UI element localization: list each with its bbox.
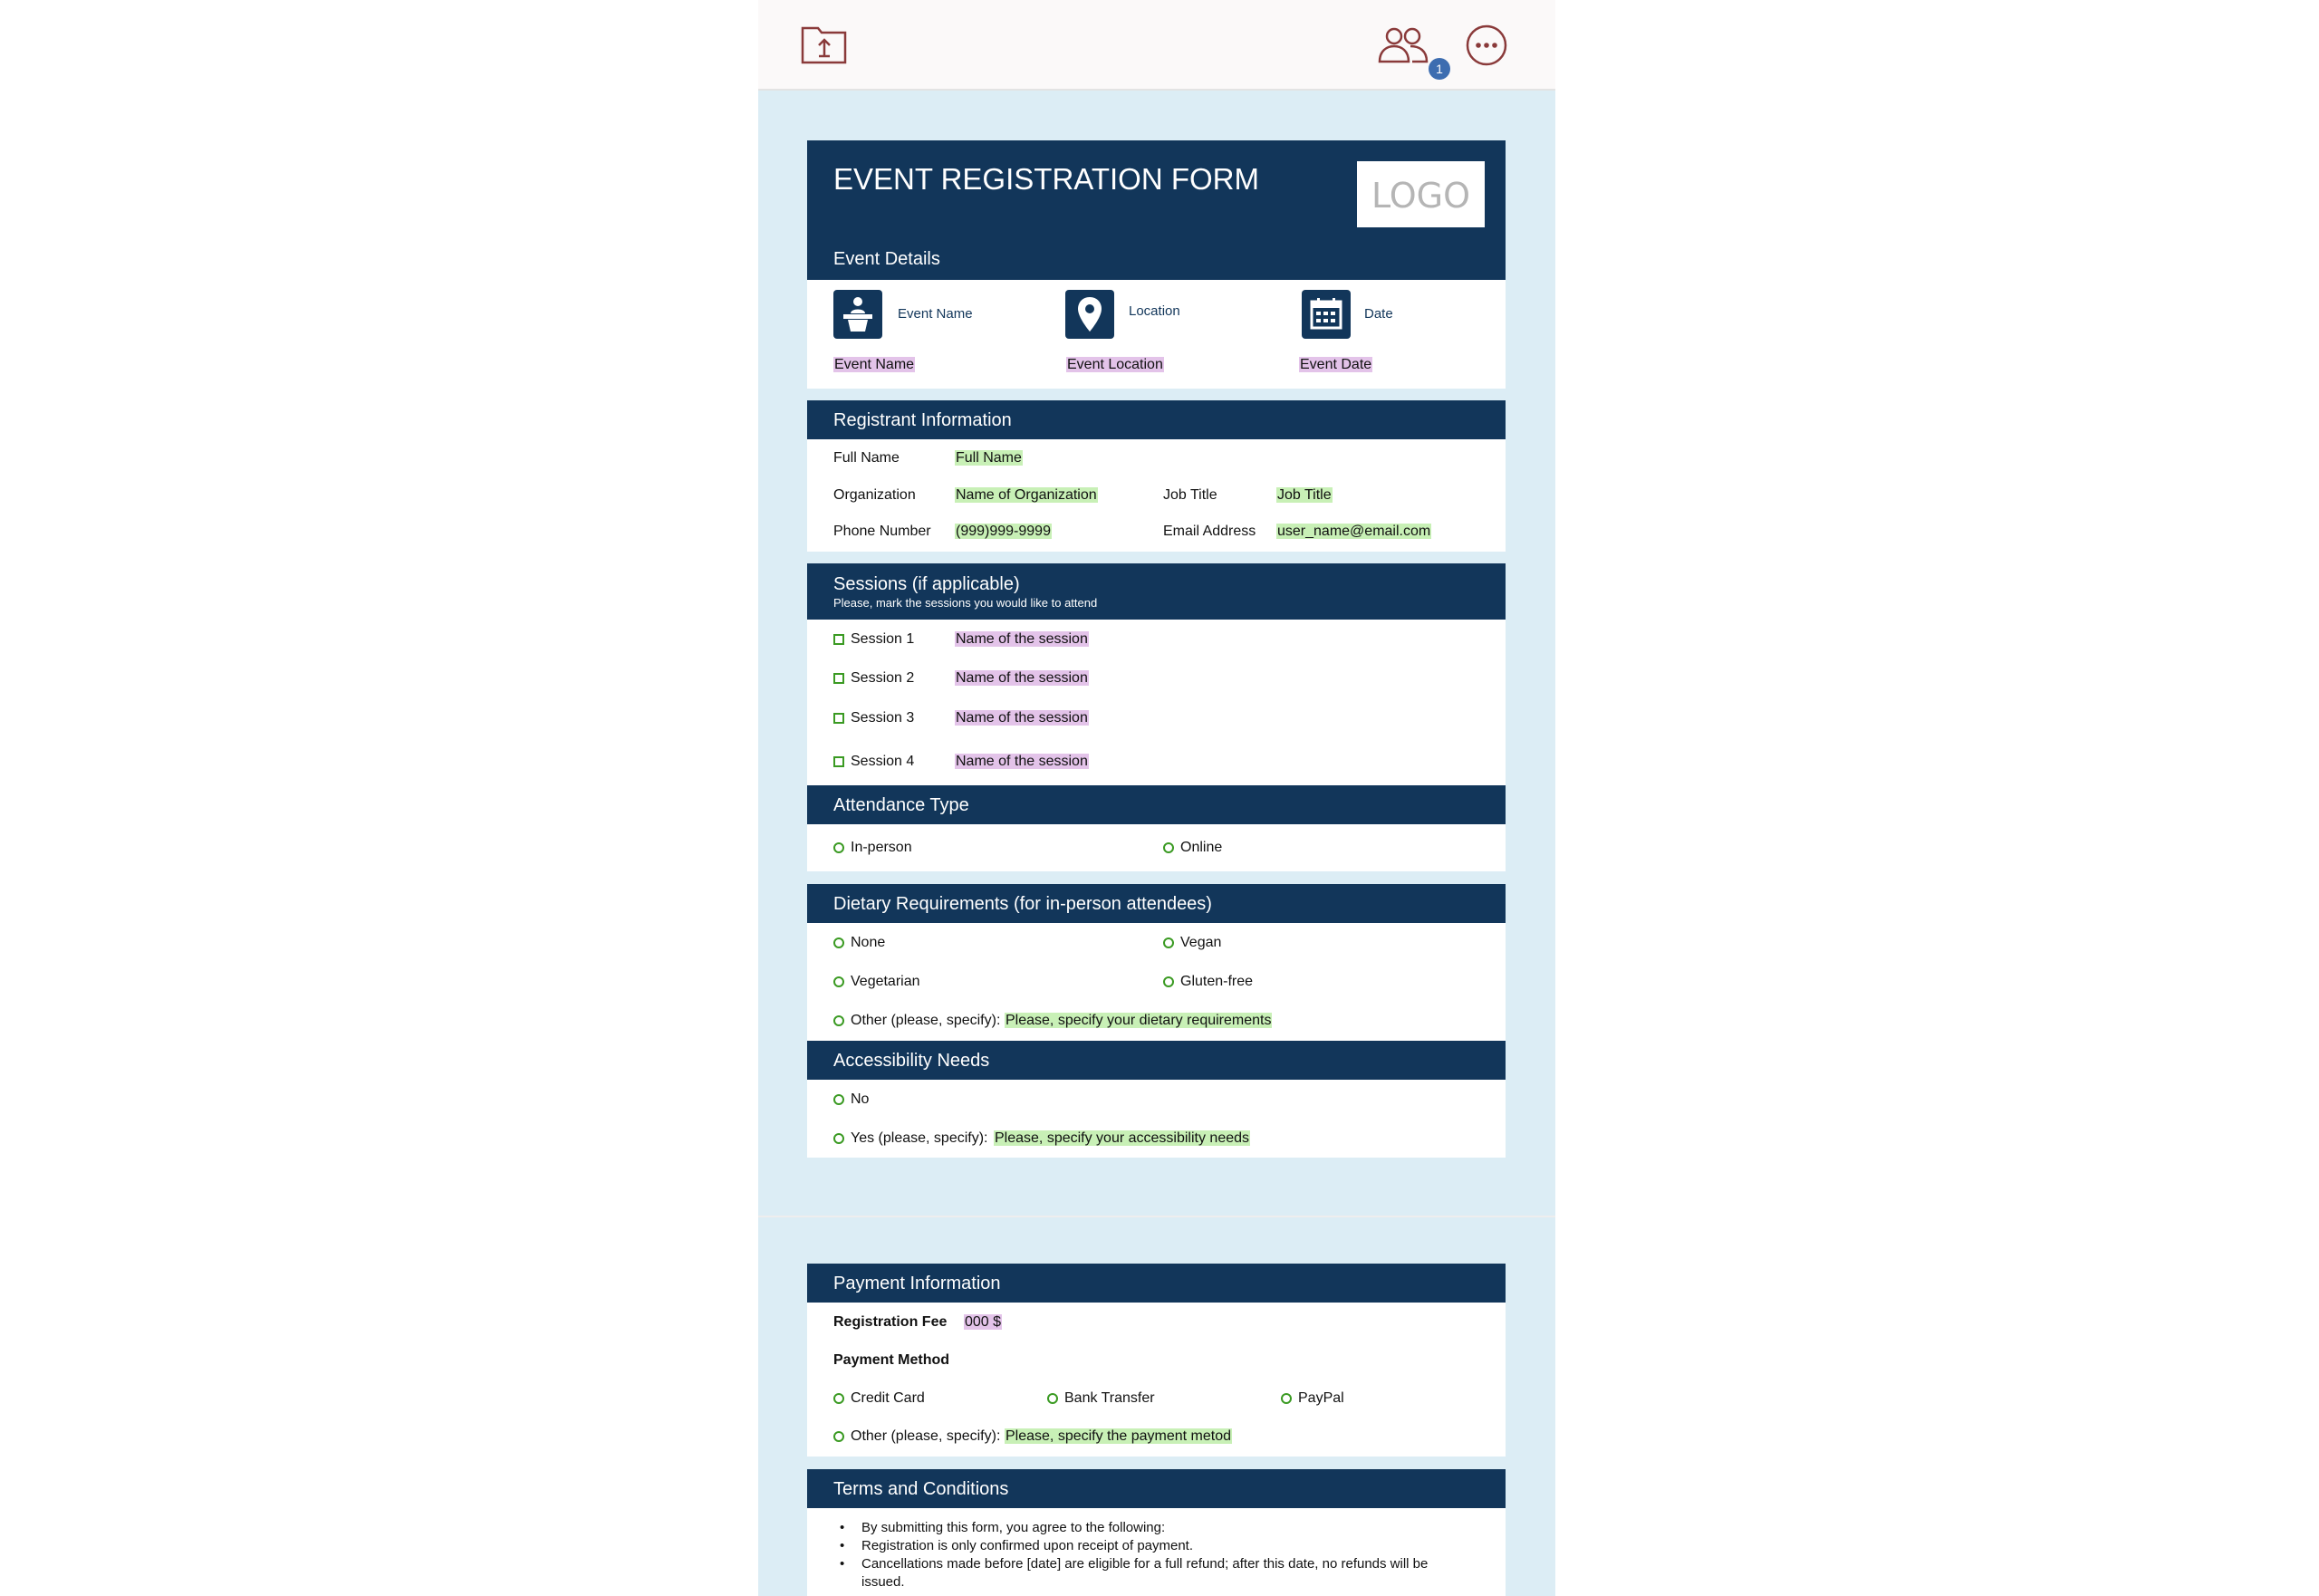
session-1-field[interactable]: Name of the session xyxy=(956,631,1088,647)
diet-other-label: Other (please, specify): xyxy=(851,1013,1001,1028)
organization-label: Organization xyxy=(833,487,916,503)
accessibility-header xyxy=(807,1041,1506,1080)
section-heading-accessibility: Accessibility Needs xyxy=(833,1051,990,1071)
podium-icon xyxy=(833,290,882,339)
bank-transfer-label: Bank Transfer xyxy=(1064,1390,1155,1406)
diet-vegetarian-label: Vegetarian xyxy=(851,974,920,989)
page-2 xyxy=(758,1217,1555,1596)
diet-vegan-radio[interactable] xyxy=(1163,937,1174,948)
section-heading-event-details: Event Details xyxy=(833,249,940,269)
session-2-checkbox[interactable] xyxy=(833,673,844,684)
document-viewer xyxy=(758,0,1555,1596)
in-person-radio[interactable] xyxy=(833,842,844,853)
diet-other-radio[interactable] xyxy=(833,1015,844,1026)
logo-placeholder xyxy=(1357,161,1485,227)
session-4-label: Session 4 xyxy=(851,754,915,769)
diet-other-field[interactable]: Please, specify your dietary requirements xyxy=(1006,1013,1272,1028)
registration-fee-label: Registration Fee xyxy=(833,1314,948,1330)
diet-vegetarian-radio[interactable] xyxy=(833,976,844,987)
people-icon[interactable] xyxy=(1376,25,1430,65)
payment-header xyxy=(807,1264,1506,1303)
terms-item-continued: issued. xyxy=(861,1574,905,1590)
terms-item: Registration is only confirmed upon receipt of payment. xyxy=(861,1538,1194,1553)
terms-header xyxy=(807,1469,1506,1508)
session-2-field[interactable]: Name of the session xyxy=(956,670,1088,686)
session-3-checkbox[interactable] xyxy=(833,713,844,724)
logo-text: LOGO xyxy=(1371,176,1471,216)
terms-item: Cancellations made before [date] are eligible for a full refund; after this date, no refunds will be xyxy=(861,1556,1429,1572)
location-label: Location xyxy=(1129,303,1180,319)
email-field[interactable]: user_name@email.com xyxy=(1277,524,1431,539)
event-name-label: Event Name xyxy=(898,306,973,322)
terms-item: By submitting this form, you agree to the following: xyxy=(861,1520,1166,1535)
paypal-radio[interactable] xyxy=(1281,1393,1292,1404)
diet-gluten-free-label: Gluten-free xyxy=(1180,974,1254,989)
date-label: Date xyxy=(1364,306,1393,322)
sessions-section xyxy=(807,620,1506,785)
email-label: Email Address xyxy=(1163,524,1256,539)
folder-upload-icon[interactable] xyxy=(800,24,849,65)
dietary-header xyxy=(807,884,1506,923)
in-person-label: In-person xyxy=(851,840,912,855)
phone-label: Phone Number xyxy=(833,524,931,539)
session-3-field[interactable]: Name of the session xyxy=(956,710,1088,726)
session-4-checkbox[interactable] xyxy=(833,756,844,767)
terms-section xyxy=(807,1508,1506,1596)
online-radio[interactable] xyxy=(1163,842,1174,853)
event-name-field[interactable]: Event Name xyxy=(834,357,915,372)
access-yes-label: Yes (please, specify): xyxy=(851,1130,988,1146)
access-yes-radio[interactable] xyxy=(833,1133,844,1144)
full-name-label: Full Name xyxy=(833,450,900,466)
session-2-label: Session 2 xyxy=(851,670,915,686)
section-heading-registrant: Registrant Information xyxy=(833,410,1012,430)
sessions-header xyxy=(807,563,1506,620)
job-title-label: Job Title xyxy=(1163,487,1217,503)
payment-other-field[interactable]: Please, specify the payment metod xyxy=(1006,1428,1232,1444)
diet-none-radio[interactable] xyxy=(833,937,844,948)
bank-transfer-radio[interactable] xyxy=(1047,1393,1058,1404)
full-name-field[interactable]: Full Name xyxy=(956,450,1022,466)
attendance-section xyxy=(807,824,1506,871)
terms-bullet: • xyxy=(840,1556,845,1572)
diet-vegan-label: Vegan xyxy=(1180,935,1222,950)
section-heading-attendance: Attendance Type xyxy=(833,795,969,815)
accessibility-section xyxy=(807,1080,1506,1158)
dietary-section xyxy=(807,923,1506,1041)
section-heading-terms: Terms and Conditions xyxy=(833,1479,1009,1499)
online-label: Online xyxy=(1180,840,1223,855)
more-icon[interactable] xyxy=(1465,24,1508,67)
form-title: EVENT REGISTRATION FORM xyxy=(833,162,1259,196)
payment-other-radio[interactable] xyxy=(833,1431,844,1442)
registrant-section xyxy=(807,439,1506,552)
section-heading-sessions: Sessions (if applicable) xyxy=(833,574,1020,594)
section-heading-dietary: Dietary Requirements (for in-person attendees) xyxy=(833,894,1212,914)
map-pin-icon xyxy=(1065,290,1114,339)
organization-field[interactable]: Name of Organization xyxy=(956,487,1097,503)
credit-card-radio[interactable] xyxy=(833,1393,844,1404)
session-4-field[interactable]: Name of the session xyxy=(956,754,1088,769)
access-no-label: No xyxy=(851,1091,870,1107)
event-details-section xyxy=(807,280,1506,389)
payment-method-label: Payment Method xyxy=(833,1352,950,1368)
session-1-checkbox[interactable] xyxy=(833,634,844,645)
notification-badge: 1 xyxy=(1429,58,1450,80)
paypal-label: PayPal xyxy=(1298,1390,1344,1406)
event-date-field[interactable]: Event Date xyxy=(1300,357,1372,372)
session-3-label: Session 3 xyxy=(851,710,915,726)
terms-bullet: • xyxy=(840,1538,845,1553)
toolbar xyxy=(758,0,1555,91)
page-1 xyxy=(758,92,1555,1216)
credit-card-label: Credit Card xyxy=(851,1390,925,1406)
phone-field[interactable]: (999)999-9999 xyxy=(956,524,1051,539)
attendance-header xyxy=(807,785,1506,824)
session-1-label: Session 1 xyxy=(851,631,915,647)
diet-none-label: None xyxy=(851,935,886,950)
form-header xyxy=(807,140,1506,280)
payment-other-label: Other (please, specify): xyxy=(851,1428,1001,1444)
event-location-field[interactable]: Event Location xyxy=(1067,357,1163,372)
registrant-header xyxy=(807,400,1506,439)
calendar-icon xyxy=(1302,290,1351,339)
sessions-subheading: Please, mark the sessions you would like to attend xyxy=(833,596,1098,610)
section-heading-payment: Payment Information xyxy=(833,1274,1001,1293)
access-yes-field[interactable]: Please, specify your accessibility needs xyxy=(995,1130,1250,1146)
registration-fee-field[interactable]: 000 $ xyxy=(965,1314,1002,1330)
terms-bullet: • xyxy=(840,1520,845,1535)
payment-section xyxy=(807,1303,1506,1457)
job-title-field[interactable]: Job Title xyxy=(1277,487,1332,503)
diet-gluten-free-radio[interactable] xyxy=(1163,976,1174,987)
access-no-radio[interactable] xyxy=(833,1094,844,1105)
